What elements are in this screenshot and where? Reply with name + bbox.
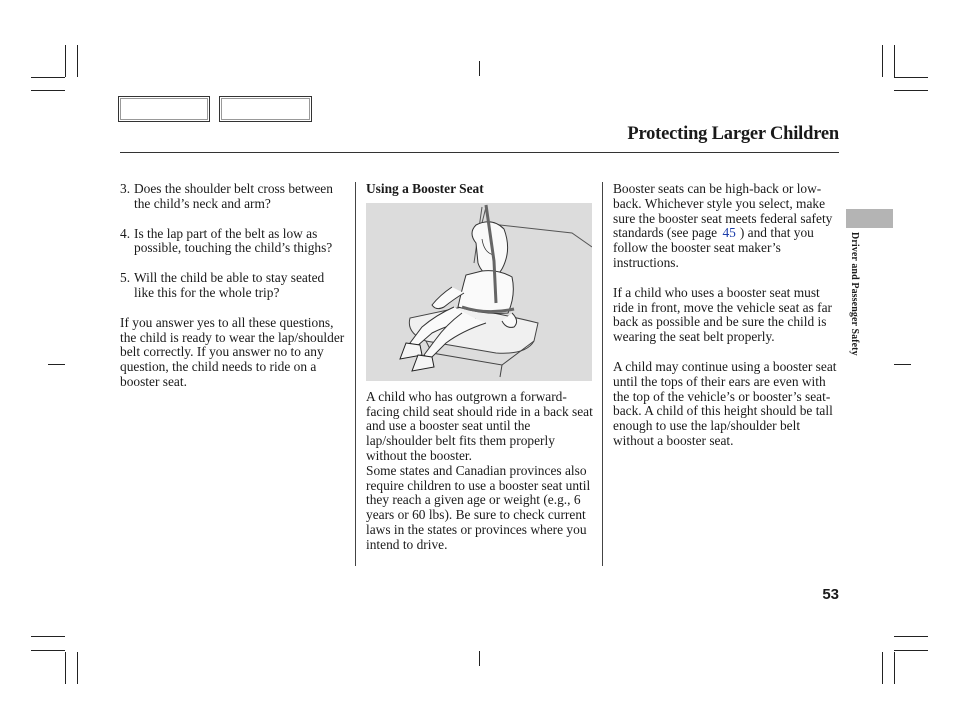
- page-title: Protecting Larger Children: [627, 124, 839, 144]
- booster-seat-illustration: [366, 203, 592, 381]
- question-item: [120, 271, 346, 301]
- conclusion-paragraph: If you answer yes to all these questions, the child is ready to wear the lap/shoulder belt correctly. If you answer no to any question, the child needs to ride on a booster seat.: [120, 314, 345, 389]
- page-reference-link[interactable]: 45: [722, 225, 736, 241]
- page-number: 53: [822, 586, 839, 603]
- front-seat-paragraph: If a child who uses a booster seat must ride in front, move the vehicle seat as far back as possible and be sure the child is wearing the seat belt properly.: [613, 284, 832, 345]
- column-divider: [355, 182, 356, 566]
- question-number: 4.: [120, 225, 131, 241]
- booster-styles-text-end: ) and that you follow the booster seat maker’s instructions.: [613, 225, 814, 270]
- section-heading: Using a Booster Seat: [366, 181, 484, 196]
- middle-column: [366, 182, 594, 553]
- question-text: Does the shoulder belt cross between the child’s neck and arm?: [134, 181, 333, 211]
- question-number: 5.: [120, 270, 131, 286]
- booster-styles-text: Booster seats can be high-back or low-back. Whichever style you select, make sure the booster seat meets federal safety standards (see page: [613, 181, 833, 241]
- section-tab-label: Driver and Passenger Safety: [849, 232, 860, 356]
- nav-button-index[interactable]: [219, 96, 312, 122]
- left-column: [120, 182, 346, 390]
- question-item: [120, 227, 346, 257]
- section-tab[interactable]: [846, 209, 893, 228]
- question-number: 3.: [120, 181, 131, 196]
- column-divider: [602, 182, 603, 566]
- question-text: Is the lap part of the belt as low as possible, touching the child’s thighs?: [134, 225, 333, 256]
- nav-button-contents[interactable]: [118, 96, 210, 122]
- state-laws-paragraph: Some states and Canadian provinces also require children to use a booster seat until they reach a given age or weight (e.g., 6 years or 60 lbs). Be sure to check current laws in the states or provinces where you intend to drive.: [366, 462, 591, 552]
- title-rule: [120, 152, 839, 153]
- booster-intro-paragraph: A child who has outgrown a forward-facing child seat should ride in a back seat and use a booster seat until the lap/shoulder belt fits them properly without the booster.: [366, 388, 593, 463]
- continue-use-paragraph: A child may continue using a booster seat until the tops of their ears are even with the top of the vehicle’s or booster’s seat-back. A child of this height should be tall enough to use the lap/shoulder belt without a booster seat.: [613, 358, 837, 448]
- right-column: [613, 182, 841, 449]
- question-text: Will the child be able to stay seated like this for the whole trip?: [134, 270, 325, 300]
- question-item: [120, 182, 346, 212]
- booster-styles-paragraph: [613, 182, 841, 271]
